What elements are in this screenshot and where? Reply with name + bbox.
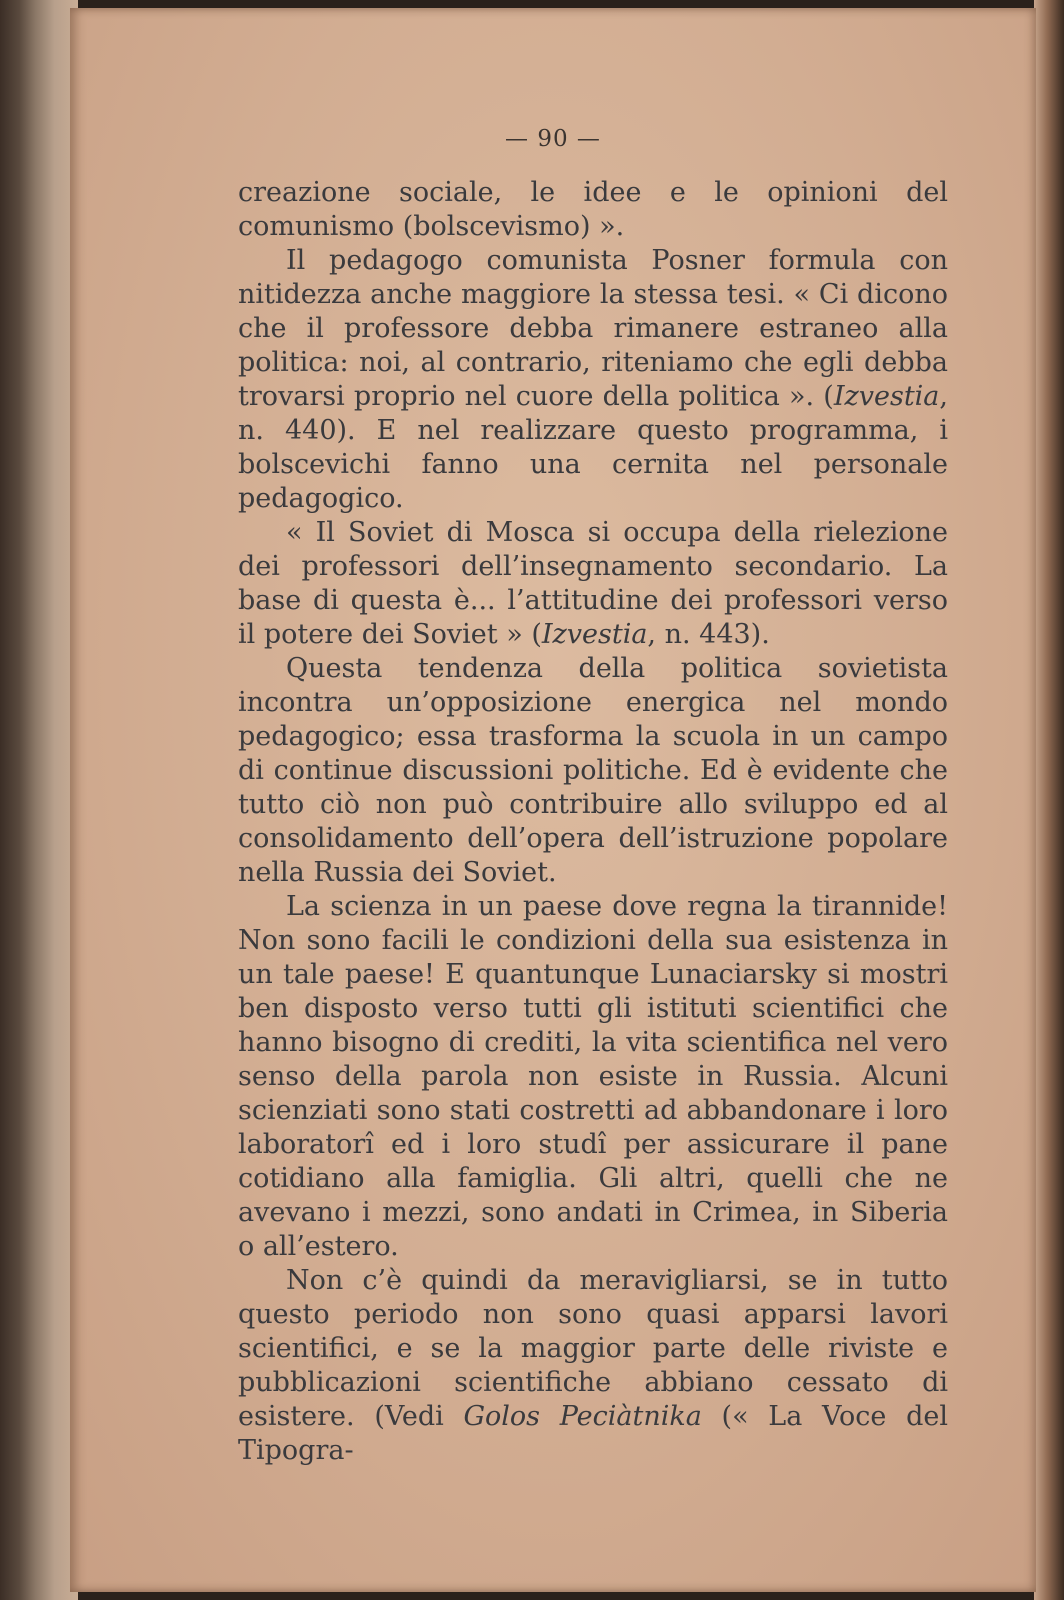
text-run: , n. 440). E nel realizzare questo programma, i bolscevichi fanno una cernita nel personale pedagogico. (238, 381, 948, 514)
paragraph (238, 652, 948, 890)
paper-page (70, 8, 1036, 1592)
body-text (238, 176, 948, 1468)
text-run: Il pedagogo comunista Posner formula con nitidezza anche maggiore la stessa tesi. « Ci dicono che il professore debba rimanere estraneo alla politica: noi, al contrario, riteniamo che egli debba trovarsi proprio nel cuore della politica ». ( (238, 245, 948, 412)
book-spine-edge (0, 0, 78, 1600)
paragraph (238, 244, 948, 516)
paragraph (238, 890, 948, 1264)
text-run: (« La Voce del Tipogra- (238, 1401, 948, 1466)
text-run: La scienza in un paese dove regna la tirannide! Non sono facili le condizioni della sua esistenza in un tale paese! E quantunque Lunaciarsky si mostri ben disposto verso tutti gli istituti scientifici che hanno bisogno di crediti, la vita scientifica nel vero senso della parola non esiste in Russia. Alcuni scienziati sono stati costretti ad abbandonare i loro laboratorî ed i loro studî per assicurare il pane cotidiano alla famiglia. Gli altri, quelli che ne avevano i mezzi, sono andati in Crimea, in Siberia o all’estero. (238, 891, 948, 1262)
text-run: « Il Soviet di Mosca si occupa della rielezione dei professori dell’insegnamento secondario. La base di questa è... l’attitudine dei professori verso il potere dei Soviet » ( (238, 517, 948, 650)
italic-citation: Golos Peciàtnika (463, 1401, 702, 1432)
paragraph (238, 176, 948, 244)
page-number: — 90 — (505, 126, 601, 152)
text-run: , n. 443). (647, 619, 770, 650)
paragraph (238, 1264, 948, 1468)
text-run: Non c’è quindi da meravigliarsi, se in tutto questo periodo non sono quasi apparsi lavori scientifici, e se la maggior parte delle riviste e pubblicazioni scientifiche abbiano cessato di esistere. (Vedi (238, 1265, 948, 1432)
italic-citation: Izvestia (833, 381, 940, 412)
book-fore-edge (1034, 0, 1064, 1600)
text-run: Questa tendenza della politica sovietista incontra un’opposizione energica nel mondo pedagogico; essa trasforma la scuola in un campo di continue discussioni politiche. Ed è evidente che tutto ciò non può contribuire allo sviluppo ed al consolidamento dell’opera dell’istruzione popolare nella Russia dei Soviet. (238, 653, 948, 888)
paragraph (238, 516, 948, 652)
italic-citation: Izvestia (541, 619, 648, 650)
text-run: creazione sociale, le idee e le opinioni del comunismo (bolscevismo) ». (238, 177, 948, 242)
